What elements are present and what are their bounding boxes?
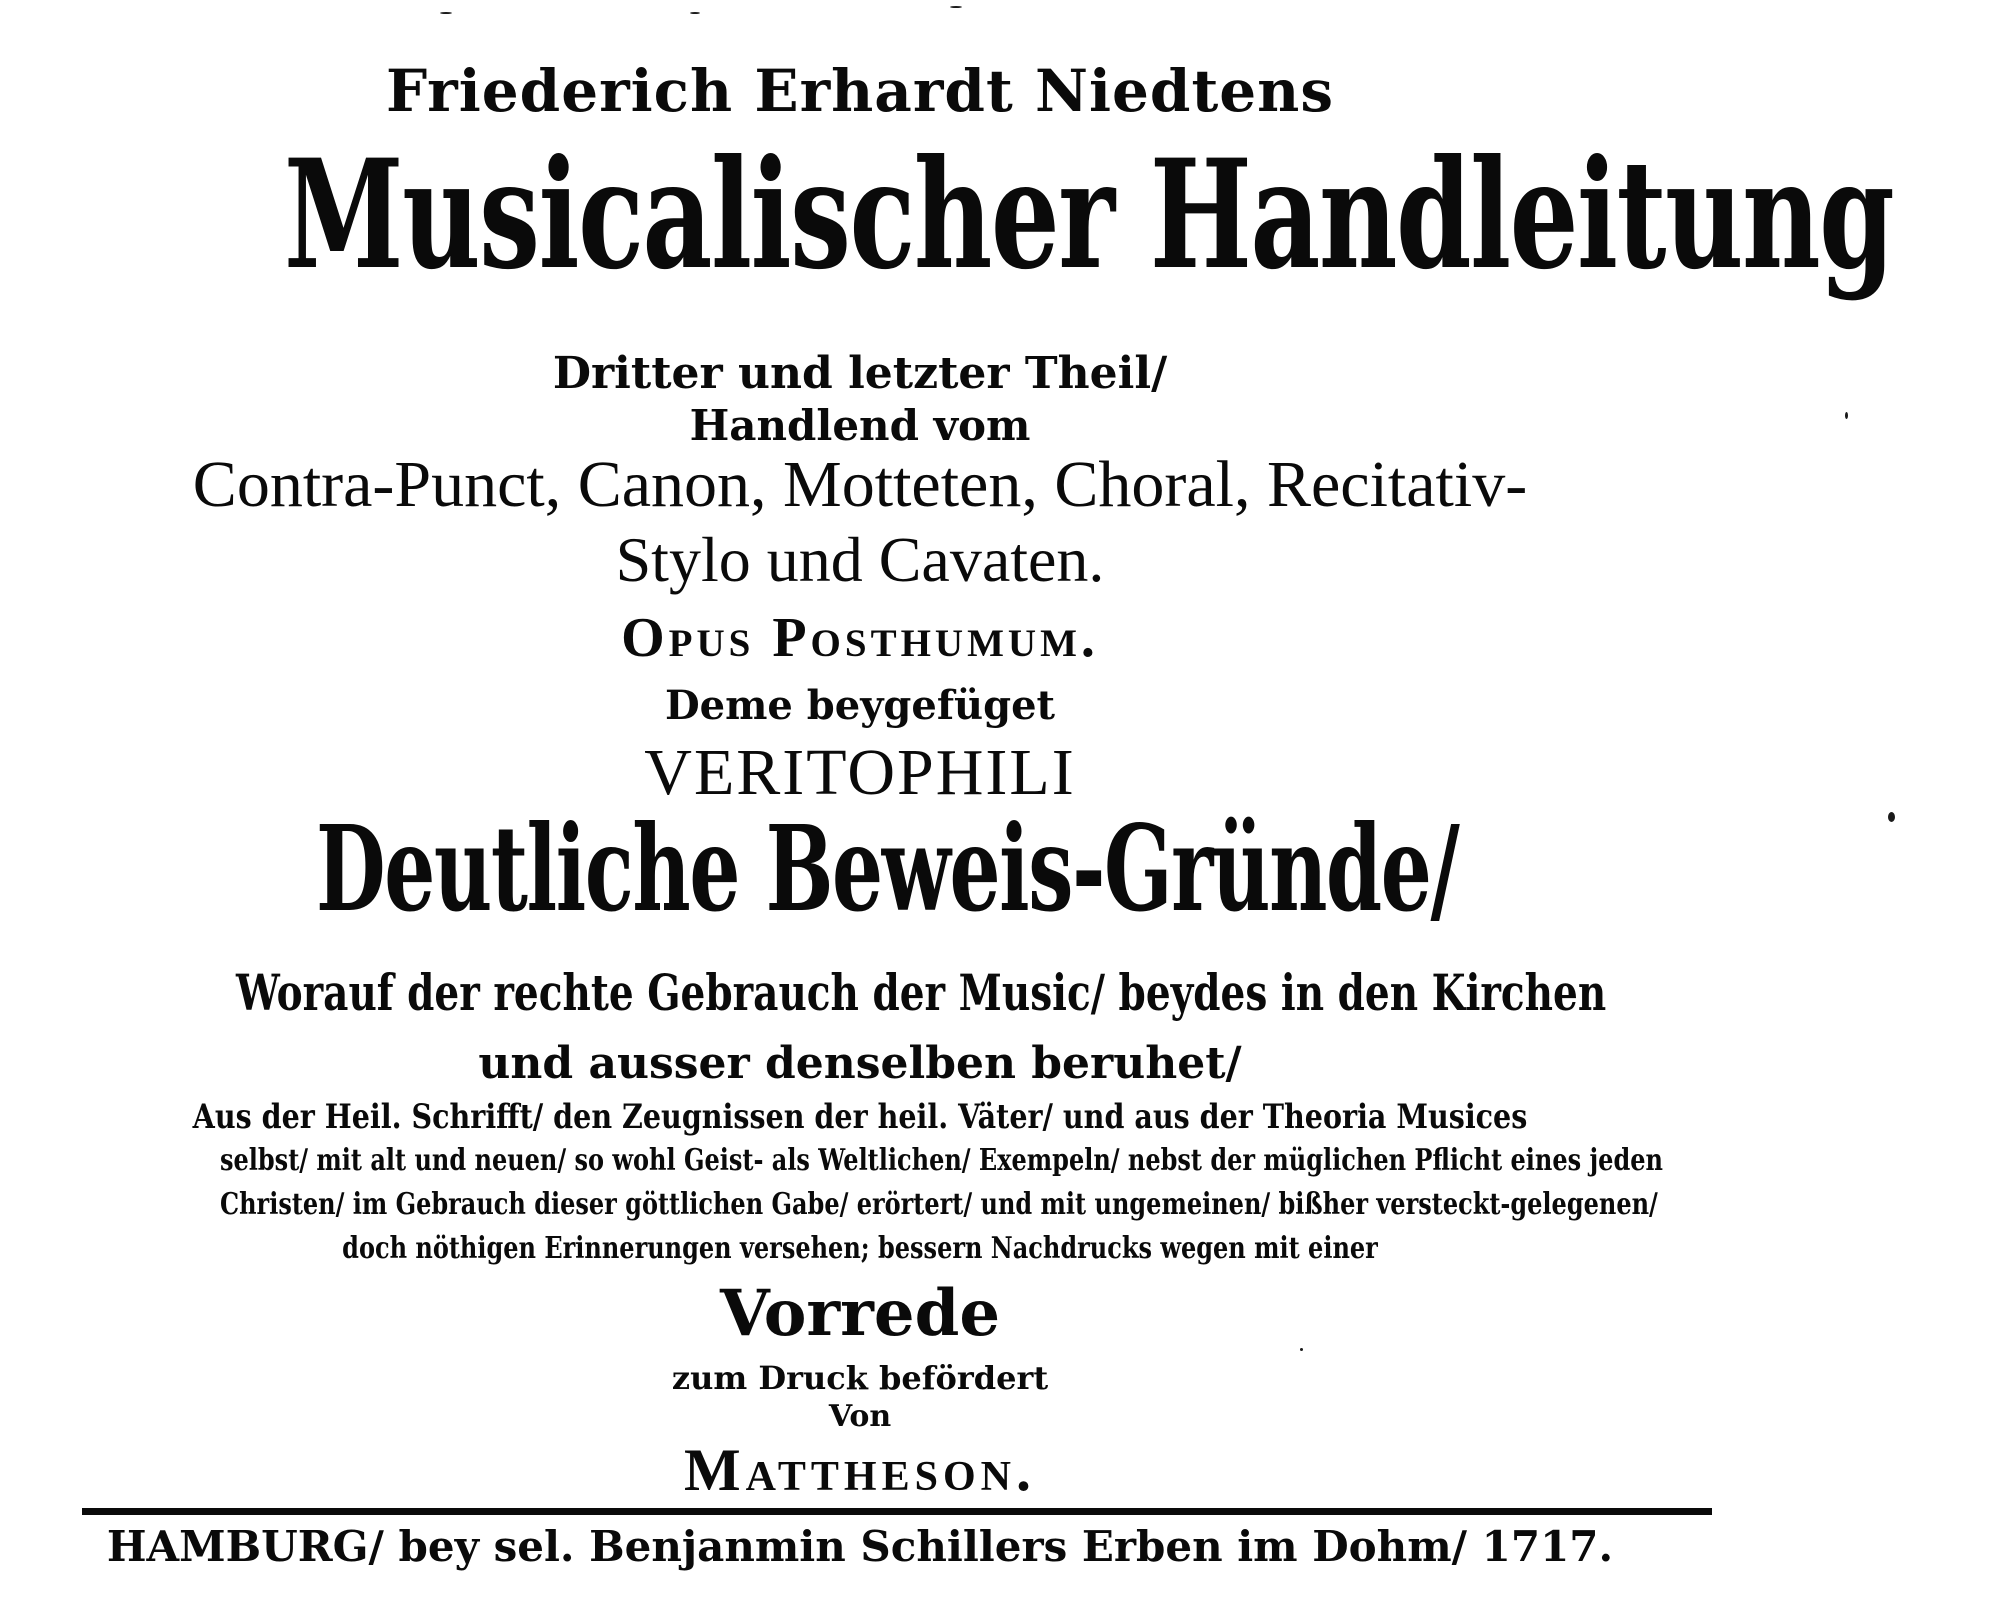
scan-speck xyxy=(1845,412,1848,419)
description-line-2: und ausser denselben beruhet/ xyxy=(478,1038,1242,1089)
beygefuget-line: Deme beygefüget xyxy=(664,682,1056,729)
handlend-line: Handlend vom xyxy=(689,401,1031,450)
vorrede-line: Vorrede xyxy=(719,1276,1001,1351)
main-title: Musicalischer Handleitung xyxy=(284,127,1894,303)
horizontal-rule xyxy=(82,1508,1712,1515)
scan-speck xyxy=(1888,812,1895,822)
topics-line-1: Contra-Punct, Canon, Motteten, Choral, Recitativ- xyxy=(192,448,1528,521)
scan-speck xyxy=(690,12,700,14)
veritophili-line: VERITOPHILI xyxy=(644,736,1076,809)
second-title: Deutliche Beweis-Gründe/ xyxy=(316,799,1459,938)
von-line: Von xyxy=(828,1399,892,1434)
description-line-5: Christen/ im Gebrauch dieser göttlichen Gabe/ erörtert/ und mit ungemeinen/ bißher versteckt-gelegenen/ xyxy=(220,1187,1658,1222)
description-line-6: doch nöthigen Erinnerungen versehen; bessern Nachdrucks wegen mit einer xyxy=(342,1231,1378,1266)
zum-druck-line: zum Druck befördert xyxy=(671,1359,1049,1397)
scan-speck xyxy=(440,12,452,14)
imprint-line: HAMBURG/ bey sel. Benjanmin Schillers Erben im Dohm/ 1717. xyxy=(106,1522,1614,1571)
editor-name: Mattheson. xyxy=(684,1437,1036,1503)
author-line: Friederich Erhardt Niedtens xyxy=(385,57,1334,125)
opus-line: Opus Posthumum. xyxy=(621,607,1099,669)
topics-line-2: Stylo und Cavaten. xyxy=(615,524,1105,595)
part-line: Dritter und letzter Theil/ xyxy=(552,348,1168,399)
scan-speck xyxy=(1300,1348,1303,1351)
description-line-1: Worauf der rechte Gebrauch der Music/ beydes in den Kirchen xyxy=(236,963,1607,1022)
description-line-4: selbst/ mit alt und neuen/ so wohl Geist- als Weltlichen/ Exempeln/ nebst der müglichen Pflicht eines jeden xyxy=(220,1143,1663,1178)
description-line-3: Aus der Heil. Schrifft/ den Zeugnissen der heil. Väter/ und aus der Theoria Musices xyxy=(192,1097,1528,1137)
scan-speck xyxy=(950,6,962,8)
